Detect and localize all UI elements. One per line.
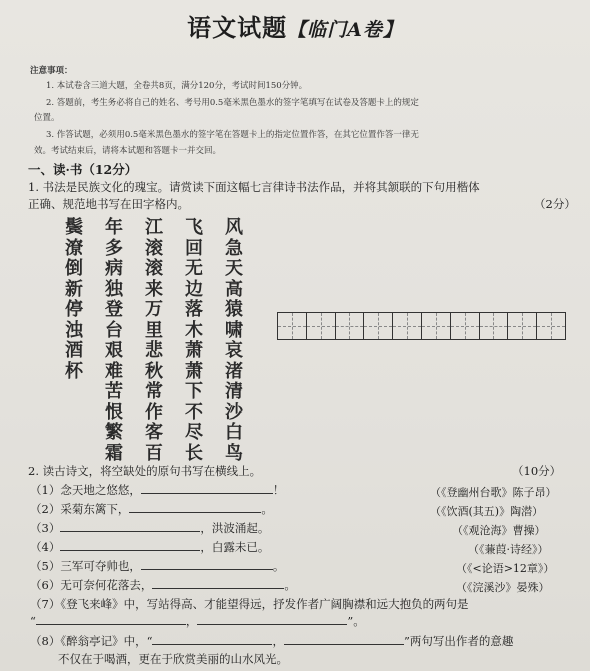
grid-cell[interactable] <box>336 313 365 339</box>
calligraphy-column-1: 风急天高猿啸哀渚清沙白鸟 <box>225 217 243 464</box>
q2-item-8-line2: 不仅在于喝酒，更在于欣赏美丽的山水风光。 <box>58 652 288 666</box>
q1-text-line2: 正确、规范地书写在田字格内。 <box>28 197 189 211</box>
answer-blank[interactable] <box>152 588 284 589</box>
q2-stem: 2. 读古诗文，将空缺处的原句书写在横线上。 <box>28 464 262 478</box>
notice-item-3-cont: 效。考试结束后，请将本试题和答题卡一并交回。 <box>34 146 222 156</box>
grid-cell[interactable] <box>364 313 393 339</box>
section1-heading: 一、读·书（12分） <box>28 162 138 177</box>
calligraphy-column-4: 年多病独登台艰难苦恨繁霜 <box>105 217 123 464</box>
item-number: （2） <box>30 502 61 516</box>
item-number: （3） <box>30 521 61 535</box>
item-post-text: ，白露未已。 <box>200 540 270 554</box>
calligraphy-column-2: 飞回无边落木萧萧下不尽长 <box>185 217 203 464</box>
open-quote: “ <box>30 614 36 628</box>
q2-item-2-source: （《饮酒(其五)》陶潜） <box>430 505 544 518</box>
q2-item-6-source: （《浣溪沙》晏殊） <box>456 581 550 594</box>
q2-item-7-line1: （7）《登飞来峰》中，写站得高、才能望得远，抒发作者广阔胸襟和远大抱负的两句是 <box>30 597 469 611</box>
q2-item-1-source: （《登幽州台歌》陈子昂） <box>430 486 557 499</box>
item8-pre: （8）《醉翁亭记》中，“ <box>30 634 153 648</box>
grid-cell[interactable] <box>422 313 451 339</box>
item-number: （1） <box>30 483 61 497</box>
answer-blank[interactable] <box>36 624 186 625</box>
grid-cell[interactable] <box>508 313 537 339</box>
calligraphy-column-5: 鬓潦倒新停浊酒杯 <box>65 217 83 382</box>
item-post-text: 。 <box>284 578 296 592</box>
answer-blank[interactable] <box>141 569 273 570</box>
grid-cell[interactable] <box>537 313 565 339</box>
answer-blank[interactable] <box>284 644 404 645</box>
q2-item-4-source: （《蒹葭·诗经》） <box>468 543 549 556</box>
item-pre-text: 三军可夺帅也， <box>60 559 141 573</box>
grid-cell[interactable] <box>451 313 480 339</box>
q2-item-4 <box>30 539 269 555</box>
answer-blank[interactable] <box>129 512 261 513</box>
page-title <box>0 8 590 43</box>
q2-item-7-line2 <box>30 613 365 629</box>
grid-cell[interactable] <box>480 313 509 339</box>
item-post-text: ！ <box>272 483 285 497</box>
q2-item-8-line1 <box>30 633 513 649</box>
notice-item-2-cont: 位置。 <box>34 113 60 123</box>
q2-score: （10分） <box>512 464 562 478</box>
grid-cell[interactable] <box>393 313 422 339</box>
notice-item-1: 1. 本试卷含三道大题，全卷共8页，满分120分，考试时间150分钟。 <box>46 81 308 91</box>
calligraphy-column-3: 江滚滚来万里悲秋常作客百 <box>145 217 163 464</box>
item-post-text: ，洪波涌起。 <box>200 521 270 535</box>
close-quote: ”。 <box>347 614 365 628</box>
item-pre-text: 采菊东篱下， <box>60 502 130 516</box>
tianzige-writing-grid[interactable] <box>277 312 566 340</box>
notice-heading: 注意事项： <box>30 66 73 76</box>
item-number: （4） <box>30 540 61 554</box>
item-number: （6） <box>30 578 61 592</box>
title-main: 语文试题 <box>187 13 288 42</box>
q1-score: （2分） <box>534 197 576 211</box>
q2-item-5-source: （《<论语>12章》） <box>456 562 555 575</box>
grid-cell[interactable] <box>307 313 336 339</box>
answer-blank[interactable] <box>152 644 272 645</box>
answer-blank[interactable] <box>60 531 200 532</box>
item-pre-text: 念天地之悠悠， <box>60 483 141 497</box>
q2-item-5 <box>30 558 284 574</box>
item8-post: ”两句写出作者的意趣 <box>403 634 514 648</box>
title-sub: 【临门A卷】 <box>287 19 403 41</box>
grid-cell[interactable] <box>278 313 307 339</box>
mid-comma: ， <box>185 614 198 628</box>
item-pre-text: 无可奈何花落去， <box>60 578 153 592</box>
q1-text-line1: 1. 书法是民族文化的瑰宝。请赏读下面这幅七言律诗书法作品，并将其颔联的下句用楷体 <box>28 180 480 194</box>
answer-blank[interactable] <box>60 550 200 551</box>
item-post-text: 。 <box>272 559 285 573</box>
q2-item-2 <box>30 501 273 517</box>
calligraphy-artwork <box>52 217 250 464</box>
item-number: （5） <box>30 559 61 573</box>
q2-item-3 <box>30 520 269 536</box>
notice-item-2: 2. 答题前，考生务必将自己的姓名、考号用0.5毫米黑色墨水的签字笔填写在试卷及答题卡上的规定 <box>46 98 419 108</box>
q2-item-1 <box>30 482 284 498</box>
answer-blank[interactable] <box>141 493 273 494</box>
answer-blank[interactable] <box>197 624 347 625</box>
item-post-text: 。 <box>261 502 273 516</box>
notice-item-3: 3. 作答试题，必须用0.5毫米黑色墨水的签字笔在答题卡上的指定位置作答，在其它位置作答一律无 <box>46 130 419 140</box>
q2-item-6 <box>30 577 296 593</box>
mid-comma: ， <box>272 634 284 648</box>
q2-item-3-source: （《观沧海》曹操） <box>452 524 546 537</box>
